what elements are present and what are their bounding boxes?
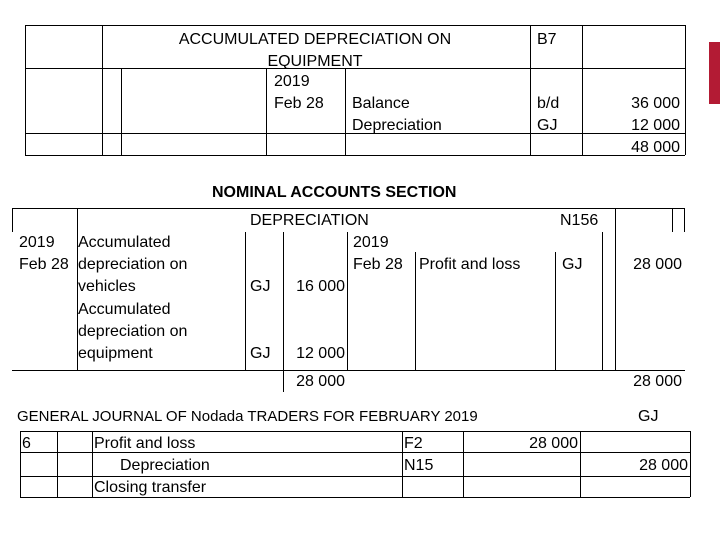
debit-detail: Accumulated bbox=[78, 234, 171, 251]
journal-folio: F2 bbox=[404, 435, 423, 452]
ledger-total: 48 000 bbox=[631, 139, 680, 156]
ledger-amount: 12 000 bbox=[631, 117, 680, 134]
debit-amount: 16 000 bbox=[296, 278, 345, 295]
debit-total: 28 000 bbox=[296, 373, 345, 390]
journal-line: Closing transfer bbox=[94, 479, 207, 496]
debit-amount: 12 000 bbox=[296, 345, 345, 362]
credit-year: 2019 bbox=[353, 234, 389, 251]
ledger-account-number: N156 bbox=[560, 212, 599, 229]
journal-debit: 28 000 bbox=[529, 435, 578, 452]
debit-detail: depreciation on bbox=[78, 323, 188, 340]
debit-date: Feb 28 bbox=[19, 256, 69, 273]
ledger-detail: Balance bbox=[352, 95, 410, 112]
credit-date: Feb 28 bbox=[353, 256, 403, 273]
ledger-date: Feb 28 bbox=[274, 95, 324, 112]
debit-detail: equipment bbox=[78, 345, 153, 362]
debit-detail: depreciation on bbox=[78, 256, 188, 273]
debit-folio: GJ bbox=[250, 278, 271, 295]
sidebar-accent-bar bbox=[709, 42, 720, 104]
ledger-detail: Depreciation bbox=[352, 117, 442, 134]
journal-credit: 28 000 bbox=[639, 457, 688, 474]
journal-folio: N15 bbox=[404, 457, 434, 474]
credit-amount: 28 000 bbox=[633, 256, 682, 273]
debit-year: 2019 bbox=[19, 234, 55, 251]
ledger-amount: 36 000 bbox=[631, 95, 680, 112]
journal-line: Depreciation bbox=[120, 457, 210, 474]
ledger-year: 2019 bbox=[274, 73, 310, 90]
debit-detail: vehicles bbox=[78, 278, 136, 295]
ledger-title-cont: EQUIPMENT bbox=[267, 53, 363, 70]
ledger-account-number: B7 bbox=[537, 31, 557, 48]
credit-detail: Profit and loss bbox=[419, 256, 521, 273]
journal-day: 6 bbox=[22, 435, 31, 452]
debit-folio: GJ bbox=[250, 345, 271, 362]
ledger-folio: b/d bbox=[537, 95, 560, 112]
journal-code: GJ bbox=[638, 408, 659, 425]
journal-heading: GENERAL JOURNAL OF Nodada TRADERS FOR FEBRUARY 2019 bbox=[17, 408, 478, 425]
ledger-title: DEPRECIATION bbox=[250, 212, 369, 229]
section-heading: NOMINAL ACCOUNTS SECTION bbox=[212, 184, 457, 201]
credit-folio: GJ bbox=[562, 256, 583, 273]
debit-detail: Accumulated bbox=[78, 301, 171, 318]
ledger-folio: GJ bbox=[537, 117, 558, 134]
ledger-title: ACCUMULATED DEPRECIATION ON bbox=[178, 31, 452, 48]
journal-line: Profit and loss bbox=[94, 435, 196, 452]
credit-total: 28 000 bbox=[633, 373, 682, 390]
